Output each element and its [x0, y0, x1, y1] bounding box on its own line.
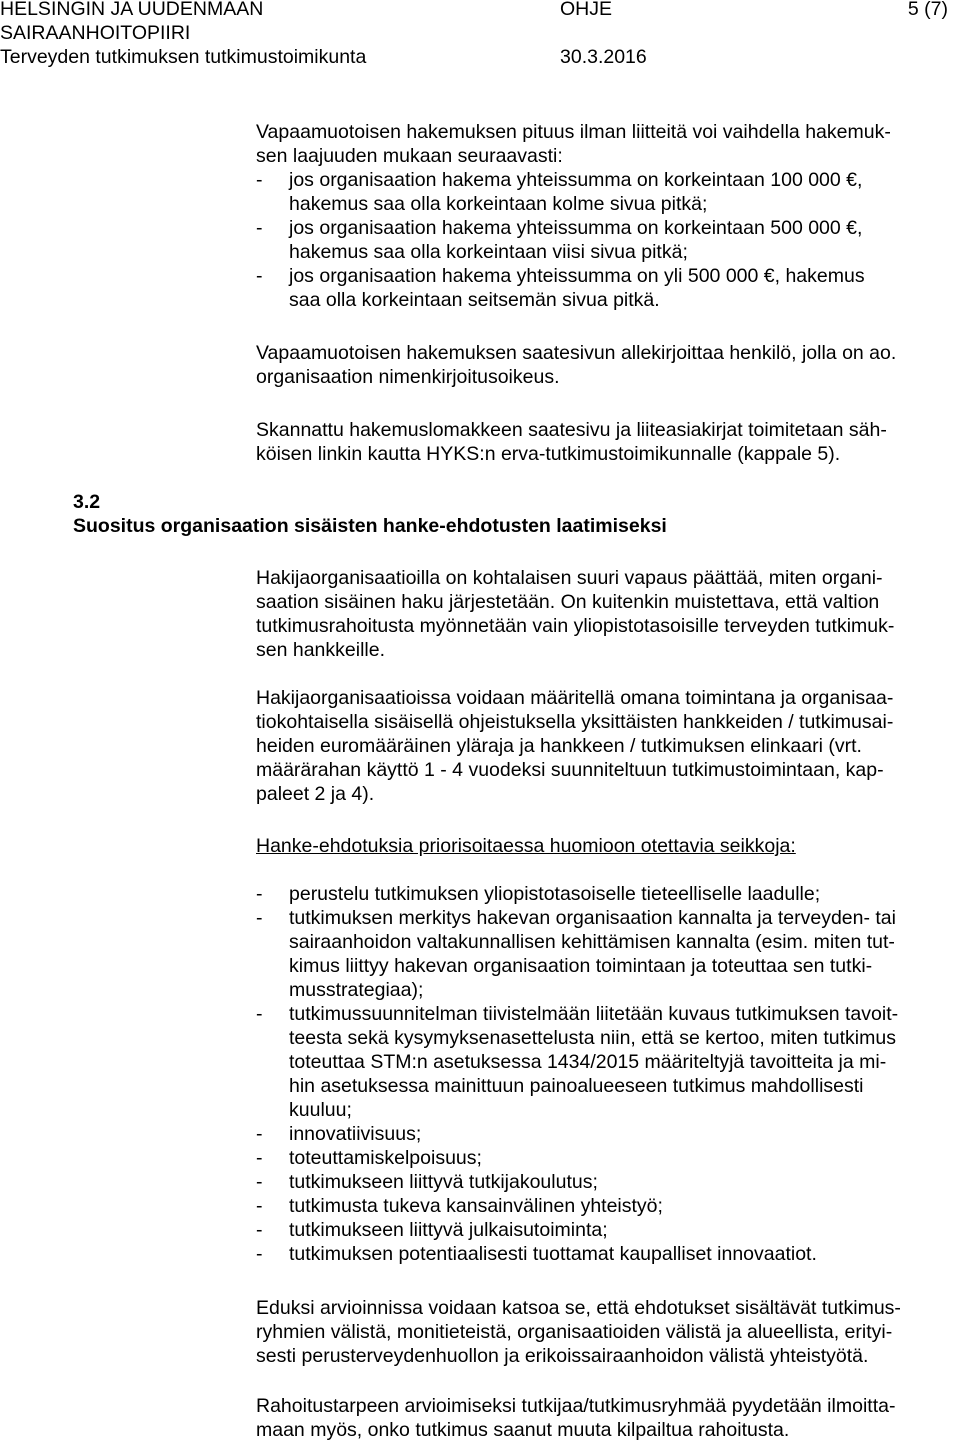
list-item-line: tutkimusta tukeva kansainvälinen yhteistyö; — [289, 1195, 663, 1217]
header-unit: Terveyden tutkimuksen tutkimustoimikunta — [0, 46, 367, 68]
list-item — [256, 264, 865, 312]
list-item — [256, 1146, 898, 1170]
list-item-line: saa olla korkeintaan seitsemän sivua pitkä. — [289, 289, 660, 311]
text-line: määrärahan käyttö 1 - 4 vuodeksi suunniteltuun tutkimustoimintaan, kap- — [256, 759, 884, 781]
text-line: ryhmien välistä, monitieteistä, organisaatioiden välistä ja alueellista, erityi- — [256, 1321, 893, 1343]
list-item-line: hakemus saa olla korkeintaan viisi sivua pitkä; — [289, 241, 688, 263]
list-item-line: perustelu tutkimuksen yliopistotasoiselle tieteelliselle laadulle; — [289, 883, 821, 905]
text-line: tiokohtaisella sisäisellä ohjeistuksella yksittäisten hankkeiden / tutkimusai- — [256, 711, 894, 733]
list-item-line: tutkimussuunnitelman tiivistelmään liitetään kuvaus tutkimuksen tavoit- — [289, 1003, 899, 1025]
list-dash: - — [256, 907, 263, 929]
header-date: 30.3.2016 — [560, 46, 647, 68]
criteria-list — [256, 882, 898, 1266]
text-line: heiden euromääräinen yläraja ja hankkeen / tutkimuksen elinkaari (vrt. — [256, 735, 862, 757]
list-item — [256, 1242, 898, 1266]
list-item — [256, 1194, 898, 1218]
list-item-line: jos organisaation hakema yhteissumma on yli 500 000 €, hakemus — [289, 265, 865, 287]
list-item-line: hakemus saa olla korkeintaan kolme sivua pitkä; — [289, 193, 708, 215]
header-page-number: 5 (7) — [907, 0, 948, 20]
list-item-line: hin asetuksessa mainittuun painoalueeseen tutkimus mahdollisesti — [289, 1075, 864, 1097]
list-item — [256, 906, 898, 1002]
list-item-line: innovatiivisuus; — [289, 1123, 422, 1145]
list-item — [256, 1170, 898, 1194]
criteria-title-block — [256, 834, 796, 858]
header-doc-type: OHJE — [560, 0, 613, 20]
text-line: Vapaamuotoisen hakemuksen pituus ilman liitteitä voi vaihdella hakemuk- — [256, 121, 891, 143]
text-line: Rahoitustarpeen arvioimiseksi tutkijaa/tutkimusryhmää pyydetään ilmoitta- — [256, 1395, 896, 1417]
list-dash: - — [256, 1219, 263, 1241]
text-line: köisen linkin kautta HYKS:n erva-tutkimustoimikunnalle (kappale 5). — [256, 443, 841, 465]
list-item-line: kuuluu; — [289, 1099, 352, 1121]
list-item-line: jos organisaation hakema yhteissumma on korkeintaan 100 000 €, — [289, 169, 863, 191]
text-line: Eduksi arvioinnissa voidaan katsoa se, että ehdotukset sisältävät tutkimus- — [256, 1297, 901, 1319]
signature-paragraph — [256, 341, 896, 389]
list-item — [256, 216, 865, 264]
list-dash: - — [256, 1171, 263, 1193]
text-line: tutkimusrahoitusta myönnetään vain yliopistotasoisille terveyden tutkimuk- — [256, 615, 895, 637]
list-item-line: toteuttamiskelpoisuus; — [289, 1147, 482, 1169]
list-dash: - — [256, 1195, 263, 1217]
list-item — [256, 1002, 898, 1122]
paragraph-definitions — [256, 686, 893, 806]
text-line: paleet 2 ja 4). — [256, 783, 375, 805]
list-item-line: jos organisaation hakema yhteissumma on korkeintaan 500 000 €, — [289, 217, 863, 239]
text-line: sen hankkeille. — [256, 639, 385, 661]
text-line: saation sisäinen haku järjestetään. On kuitenkin muistettava, että valtion — [256, 591, 880, 613]
list-dash: - — [256, 1147, 263, 1169]
list-dash: - — [256, 217, 263, 239]
page-length-intro — [256, 120, 891, 168]
scanned-paragraph — [256, 418, 887, 466]
list-item — [256, 1122, 898, 1146]
list-item — [256, 168, 865, 216]
list-dash: - — [256, 883, 263, 905]
section-title: Suositus organisaation sisäisten hanke-ehdotusten laatimiseksi — [73, 515, 667, 537]
text-line: organisaation nimenkirjoitusoikeus. — [256, 366, 560, 388]
list-item-line: kimus liittyy hakevan organisaation toimintaan ja toteuttaa sen tutki- — [289, 955, 873, 977]
list-item-line: tutkimuksen potentiaalisesti tuottamat kaupalliset innovaatiot. — [289, 1243, 817, 1265]
list-dash: - — [256, 265, 263, 287]
list-item — [256, 882, 898, 906]
list-item-line: tutkimukseen liittyvä julkaisutoiminta; — [289, 1219, 608, 1241]
text-line: sen laajuuden mukaan seuraavasti: — [256, 145, 563, 167]
text-line: Vapaamuotoisen hakemuksen saatesivun allekirjoittaa henkilö, jolla on ao. — [256, 342, 897, 364]
list-dash: - — [256, 1123, 263, 1145]
list-item-line: sairaanhoidon valtakunnallisen kehittämisen kannalta (esim. miten tut- — [289, 931, 895, 953]
list-dash: - — [256, 169, 263, 191]
text-line: Skannattu hakemuslomakkeen saatesivu ja liiteasiakirjat toimitetaan säh- — [256, 419, 887, 441]
text-line: Hakijaorganisaatioilla on kohtalaisen suuri vapaus päättää, miten organi- — [256, 567, 883, 589]
text-line: sesti perusterveydenhuollon ja erikoissairaanhoidon välistä yhteistyötä. — [256, 1345, 869, 1367]
list-dash: - — [256, 1243, 263, 1265]
paragraph-funding — [256, 1394, 895, 1442]
list-item-line: teesta sekä kysymyksenasettelusta niin, että se kertoo, miten tutkimus — [289, 1027, 896, 1049]
list-item-line: toteuttaa STM:n asetuksessa 1434/2015 määriteltyjä tavoitteita ja mi- — [289, 1051, 887, 1073]
list-dash: - — [256, 1003, 263, 1025]
list-item — [256, 1218, 898, 1242]
list-item-line: tutkimuksen merkitys hakevan organisaation kannalta ja terveyden- tai — [289, 907, 896, 929]
list-item-line: musstrategiaa); — [289, 979, 424, 1001]
criteria-title: Hanke-ehdotuksia priorisoitaessa huomioon otettavia seikkoja: — [256, 835, 796, 857]
text-line: maan myös, onko tutkimus saanut muuta kilpailtua rahoitusta. — [256, 1419, 790, 1441]
header-org-line1: HELSINGIN JA UUDENMAAN — [0, 0, 264, 20]
section-number: 3.2 — [73, 491, 101, 513]
paragraph-freedom — [256, 566, 894, 662]
paragraph-collaboration — [256, 1296, 901, 1368]
text-line: Hakijaorganisaatioissa voidaan määritellä omana toimintana ja organisaa- — [256, 687, 894, 709]
list-item-line: tutkimukseen liittyvä tutkijakoulutus; — [289, 1171, 598, 1193]
page-length-list — [256, 168, 865, 312]
header-org-line2: SAIRAANHOITOPIIRI — [0, 22, 191, 44]
